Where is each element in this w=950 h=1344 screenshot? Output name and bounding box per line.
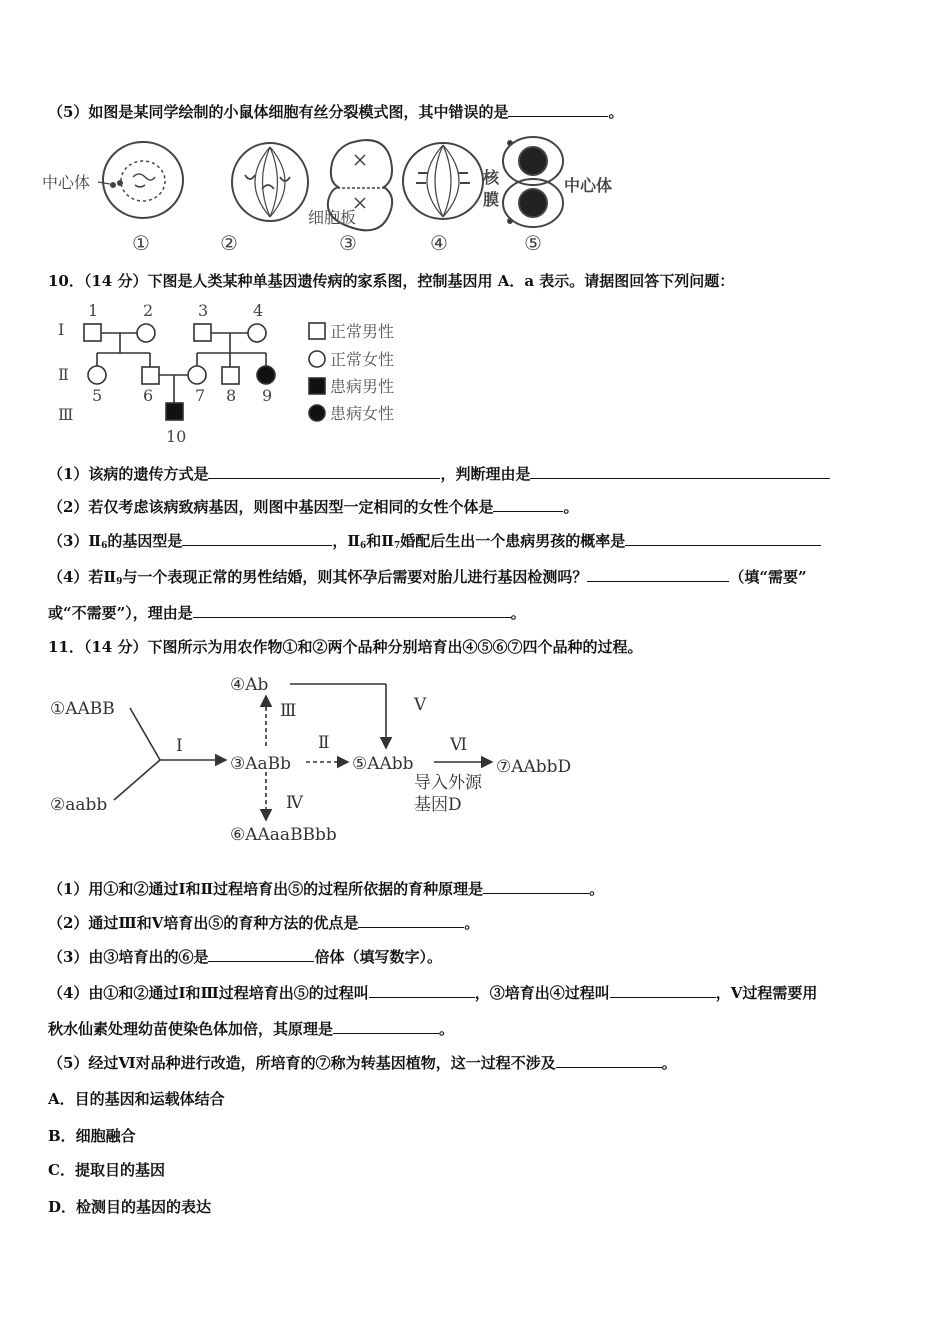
answer-blank[interactable] — [208, 464, 440, 479]
individual-1-number: 1 — [88, 303, 99, 320]
q5-question-line: （5）如图是某同学绘制的小鼠体细胞有丝分裂模式图，其中错误的是 。 — [48, 103, 624, 121]
legend-affected-male-symbol — [309, 378, 325, 394]
option-C[interactable]: C．提取目的基因 — [48, 1161, 165, 1179]
cell-number-2: ② — [220, 231, 238, 255]
answer-blank[interactable] — [182, 531, 332, 546]
step-I-label: Ⅰ — [176, 736, 183, 756]
cell-number-3: ③ — [339, 231, 357, 255]
individual-8-number: 8 — [226, 386, 237, 405]
legend-normal-male-symbol — [309, 323, 325, 339]
cell-number-4: ④ — [430, 231, 448, 255]
cell-4-diagram — [403, 143, 483, 219]
label-nuclear-membrane-2: 膜 — [483, 190, 500, 209]
answer-blank[interactable] — [493, 497, 563, 512]
step-V-label: Ⅴ — [414, 695, 427, 715]
individual-4-normal-female — [248, 324, 266, 342]
q10-sub2: （2）若仅考虑该病致病基因，则图中基因型一定相同的女性个体是 。 — [48, 498, 579, 516]
answer-blank[interactable] — [369, 983, 475, 998]
cell-number-1: ① — [132, 231, 150, 255]
step-III-label: Ⅲ — [280, 701, 297, 721]
step-VI-label: Ⅵ — [450, 735, 468, 755]
answer-blank[interactable] — [556, 1053, 662, 1068]
individual-2-normal-female — [137, 324, 155, 342]
q10-sub4: （4）若$Ⅱ_9$与一个表现正常的男性结婚，则其怀孕后需要对胎儿进行基因检测吗？ （填“需要” — [48, 568, 807, 587]
q11-sub4: （4）由①和②通过Ⅰ和Ⅲ过程培育出⑤的过程叫 ，③培育出④过程叫 ，Ⅴ过程需要用 — [48, 984, 818, 1002]
legend-affected-male-label: 患病男性 — [330, 377, 395, 396]
individual-4-number: 4 — [253, 303, 264, 320]
variety-6-AAaaBBbb: ⑥AAaaBBbb — [230, 825, 337, 845]
q11-header: 11．（14 分）下图所示为用农作物①和②两个品种分别培育出④⑤⑥⑦四个品种的过程。 — [48, 638, 643, 656]
answer-blank[interactable] — [483, 879, 589, 894]
variety-3-AaBb: ③AaBb — [230, 754, 292, 774]
q10-sub4-line2: 或“不需要”），理由是 。 — [48, 604, 526, 622]
import-gene-label-2: 基因D — [414, 795, 462, 815]
individual-2-number: 2 — [143, 303, 154, 320]
legend-normal-male-label: 正常男性 — [330, 322, 395, 341]
individual-6-number: 6 — [143, 386, 154, 405]
answer-blank[interactable] — [508, 102, 608, 117]
answer-blank[interactable] — [333, 1019, 439, 1034]
cell-number-5: ⑤ — [524, 231, 542, 255]
answer-blank[interactable] — [193, 603, 511, 618]
label-cell-plate: 细胞板 — [308, 208, 357, 227]
mitosis-figure — [40, 133, 640, 255]
variety-5-AAbb: ⑤AAbb — [352, 754, 414, 774]
answer-blank[interactable] — [208, 947, 314, 962]
individual-5-number: 5 — [92, 386, 103, 405]
label-centrosome-right: 中心体 — [564, 176, 613, 195]
q11-sub3: （3）由③培育出的⑥是 倍体（填写数字）。 — [48, 948, 442, 966]
option-D[interactable]: D．检测目的基因的表达 — [48, 1198, 212, 1216]
import-gene-label-1: 导入外源 — [414, 773, 482, 793]
q11-sub1: （1）用①和②通过Ⅰ和Ⅱ过程培育出⑤的过程所依据的育种原理是 。 — [48, 880, 605, 898]
individual-8-normal-male — [222, 367, 239, 384]
generation-label-I: Ⅰ — [58, 320, 65, 339]
breeding-diagram — [50, 668, 610, 850]
individual-3-normal-male — [194, 324, 211, 341]
variety-1-AABB: ①AABB — [50, 699, 115, 719]
answer-blank[interactable] — [358, 913, 464, 928]
pedigree-chart — [50, 303, 430, 445]
individual-1-normal-male — [84, 324, 101, 341]
q11-sub5: （5）经过Ⅵ对品种进行改造，所培育的⑦称为转基因植物，这一过程不涉及 。 — [48, 1054, 677, 1072]
cell-1-diagram — [98, 142, 183, 218]
individual-9-number: 9 — [262, 386, 273, 405]
q11-sub4-line2: 秋水仙素处理幼苗使染色体加倍，其原理是 。 — [48, 1020, 455, 1038]
individual-10-affected-male — [166, 403, 183, 420]
label-nuclear-membrane-1: 核 — [483, 168, 500, 187]
answer-blank[interactable] — [610, 983, 716, 998]
individual-9-affected-female — [257, 366, 275, 384]
option-B[interactable]: B．细胞融合 — [48, 1127, 136, 1145]
legend-affected-female-label: 患病女性 — [330, 404, 395, 423]
q11-sub2: （2）通过Ⅲ和Ⅴ培育出⑤的育种方法的优点是 。 — [48, 914, 480, 932]
option-A[interactable]: A．目的基因和运载体结合 — [48, 1090, 225, 1108]
variety-4-Ab: ④Ab — [230, 675, 269, 695]
step-II-label: Ⅱ — [318, 733, 330, 753]
legend-normal-female-symbol — [309, 351, 325, 367]
q5-question-text: （5）如图是某同学绘制的小鼠体细胞有丝分裂模式图，其中错误的是 — [48, 103, 509, 121]
individual-7-normal-female — [188, 366, 206, 384]
answer-blank[interactable] — [530, 464, 830, 479]
variety-7-AAbbD: ⑦AAbbD — [496, 757, 572, 777]
generation-label-II: Ⅱ — [58, 365, 69, 384]
variety-2-aabb: ②aabb — [50, 795, 108, 815]
individual-3-number: 3 — [198, 303, 209, 320]
answer-blank[interactable] — [587, 567, 729, 582]
step-IV-label: Ⅳ — [286, 793, 303, 813]
legend-normal-female-label: 正常女性 — [330, 350, 395, 369]
individual-10-number: 10 — [166, 427, 187, 445]
individual-7-number: 7 — [195, 386, 206, 405]
cell-5-diagram — [503, 137, 563, 227]
q10-sub1: （1）该病的遗传方式是 ，判断理由是 — [48, 464, 830, 484]
individual-6-normal-male — [142, 367, 159, 384]
legend-affected-female-symbol — [309, 405, 325, 421]
label-centrosome-left: 中心体 — [42, 173, 91, 192]
q10-sub3: $(3)Ⅱ_6$的基因型是 ，$Ⅱ_6$和$Ⅱ_7$婚配后生出一个患病男孩的概率是 — [48, 531, 821, 556]
generation-label-III: Ⅲ — [58, 405, 74, 424]
cell-2-diagram — [232, 143, 308, 221]
q10-header: 10．（14 分）下图是人类某种单基因遗传病的家系图，控制基因用 A．a 表示。请据图回答下列问题： — [48, 272, 735, 290]
answer-blank[interactable] — [625, 531, 821, 546]
individual-5-normal-female — [88, 366, 106, 384]
